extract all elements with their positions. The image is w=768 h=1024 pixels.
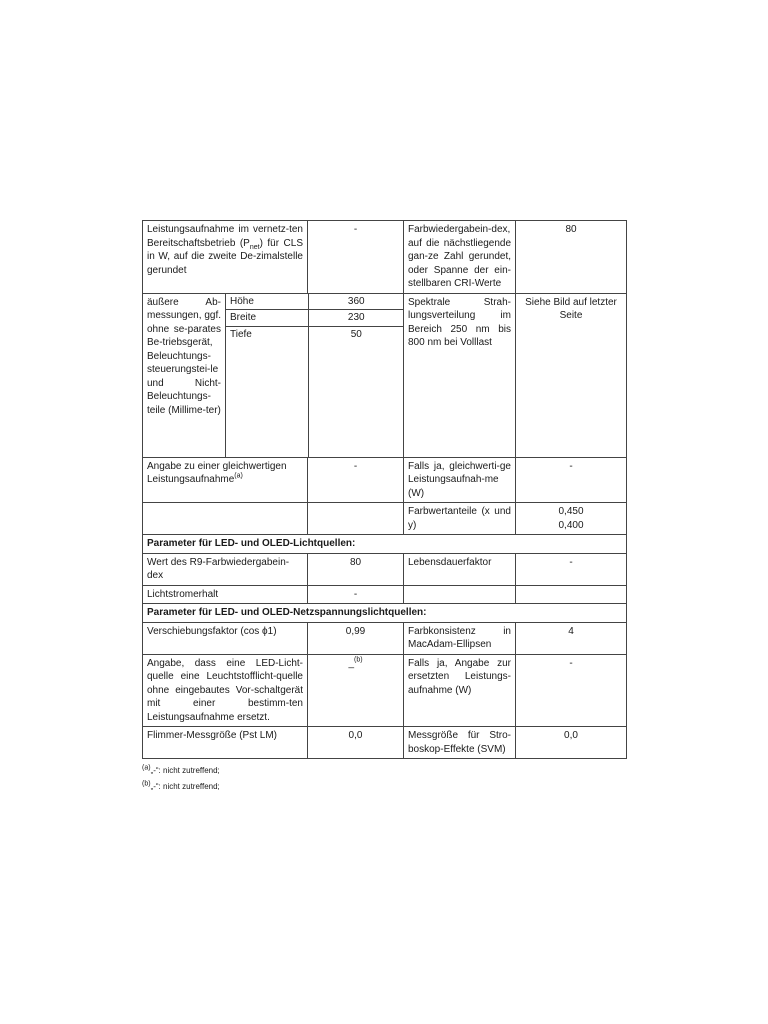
parameter-table bbox=[142, 220, 627, 759]
product-info-sheet bbox=[142, 220, 626, 795]
fluorescent-replacement-value: _$^{(b)}$ bbox=[308, 654, 404, 727]
height-value: 360 bbox=[308, 294, 404, 310]
dimensions-label: äußere Ab-messungen, ggf. ohne se-parates Be-triebsgerät, Beleuchtungs-steuerungstei-le und Nicht-Beleuchtungs-teile (Millime-ter) bbox=[143, 293, 226, 457]
color-rendering-index-value: 80 bbox=[516, 221, 627, 294]
spectral-distribution-label: Spektrale Strah-lungsverteilung im Bereich 250 nm bis 800 nm bei Volllast bbox=[404, 293, 516, 457]
table-row bbox=[143, 503, 627, 535]
r9-index-value: 80 bbox=[308, 553, 404, 585]
color-consistency-label: Farbkonsistenz in MacAdam-Ellipsen bbox=[404, 622, 516, 654]
standby-power-value: - bbox=[308, 221, 404, 294]
lifetime-factor-label: Lebensdauerfaktor bbox=[404, 553, 516, 585]
width-label: Breite bbox=[226, 310, 308, 327]
footnote-b: $^{(b)}$„-“: nicht zutreffend; bbox=[142, 780, 220, 791]
r9-index-label: Wert des R9-Farbwiedergabein-dex bbox=[143, 553, 308, 585]
equivalent-power-label: Angabe zu einer gleichwertigen Leistungsaufnahme$^{(a)}$ bbox=[143, 457, 308, 503]
chromaticity-x: 0,450 bbox=[558, 506, 584, 517]
footnotes bbox=[142, 763, 626, 795]
dimensions-cell bbox=[226, 293, 404, 457]
table-row bbox=[143, 727, 627, 759]
footnote-a: $^{(a)}$„-“: nicht zutreffend; bbox=[142, 764, 220, 775]
displacement-factor-value: 0,99 bbox=[308, 622, 404, 654]
standby-power-label: Leistungsaufnahme im vernetz-ten Bereitschaftsbetrieb $(P_{net})$ für CLS in W, auf die zweite De-zimalstelle gerundet bbox=[143, 221, 308, 294]
led-section-header: Parameter für LED- und OLED-Lichtquellen: bbox=[143, 535, 627, 554]
replaced-power-value: - bbox=[516, 654, 627, 727]
equivalent-power-value: - bbox=[308, 457, 404, 503]
equivalent-power-watt-label: Falls ja, gleichwerti-ge Leistungsaufnah-me (W) bbox=[404, 457, 516, 503]
stroboscopic-metric-label: Messgröße für Stro-boskop-Effekte (SVM) bbox=[404, 727, 516, 759]
section-header-row bbox=[143, 604, 627, 623]
fluorescent-replacement-label: Angabe, dass eine LED-Licht-quelle eine Leuchtstofflicht-quelle ohne eingebautes Vor-schaltgerät mit einer bestimm-ten Leistungsaufnahme ersetzt. bbox=[143, 654, 308, 727]
table-row bbox=[143, 585, 627, 604]
depth-label: Tiefe bbox=[226, 326, 308, 457]
chromaticity-label: Farbwertanteile (x und y) bbox=[404, 503, 516, 535]
table-row bbox=[143, 221, 627, 294]
depth-value: 50 bbox=[308, 326, 404, 457]
spectral-distribution-value: Siehe Bild auf letzter Seite bbox=[516, 293, 627, 457]
table-row bbox=[143, 553, 627, 585]
table-row bbox=[143, 654, 627, 727]
displacement-factor-label: Verschiebungsfaktor (cos ϕ1) bbox=[143, 622, 308, 654]
width-value: 230 bbox=[308, 310, 404, 327]
flicker-metric-label: Flimmer-Messgröße (Pst LM) bbox=[143, 727, 308, 759]
height-label: Höhe bbox=[226, 294, 308, 310]
equivalent-power-watt-value: - bbox=[516, 457, 627, 503]
chromaticity-y: 0,400 bbox=[558, 519, 584, 531]
stroboscopic-metric-value: 0,0 bbox=[516, 727, 627, 759]
chromaticity-value bbox=[516, 503, 627, 535]
section-header-row bbox=[143, 535, 627, 554]
table-row bbox=[143, 457, 627, 503]
flicker-metric-value: 0,0 bbox=[308, 727, 404, 759]
lifetime-factor-value: - bbox=[516, 553, 627, 585]
dimensions-subtable bbox=[226, 294, 404, 457]
mains-section-header: Parameter für LED- und OLED-Netzspannungslichtquellen: bbox=[143, 604, 627, 623]
replaced-power-label: Falls ja, Angabe zur ersetzten Leistungs-aufnahme (W) bbox=[404, 654, 516, 727]
color-consistency-value: 4 bbox=[516, 622, 627, 654]
flux-maintenance-label: Lichtstromerhalt bbox=[143, 585, 308, 604]
table-row bbox=[143, 622, 627, 654]
color-rendering-index-label: Farbwiedergabein-dex, auf die nächstliegende gan-ze Zahl gerundet, oder Spanne der ein-stellbaren CRI-Werte bbox=[404, 221, 516, 294]
table-row bbox=[143, 293, 627, 457]
flux-maintenance-value: - bbox=[308, 585, 404, 604]
